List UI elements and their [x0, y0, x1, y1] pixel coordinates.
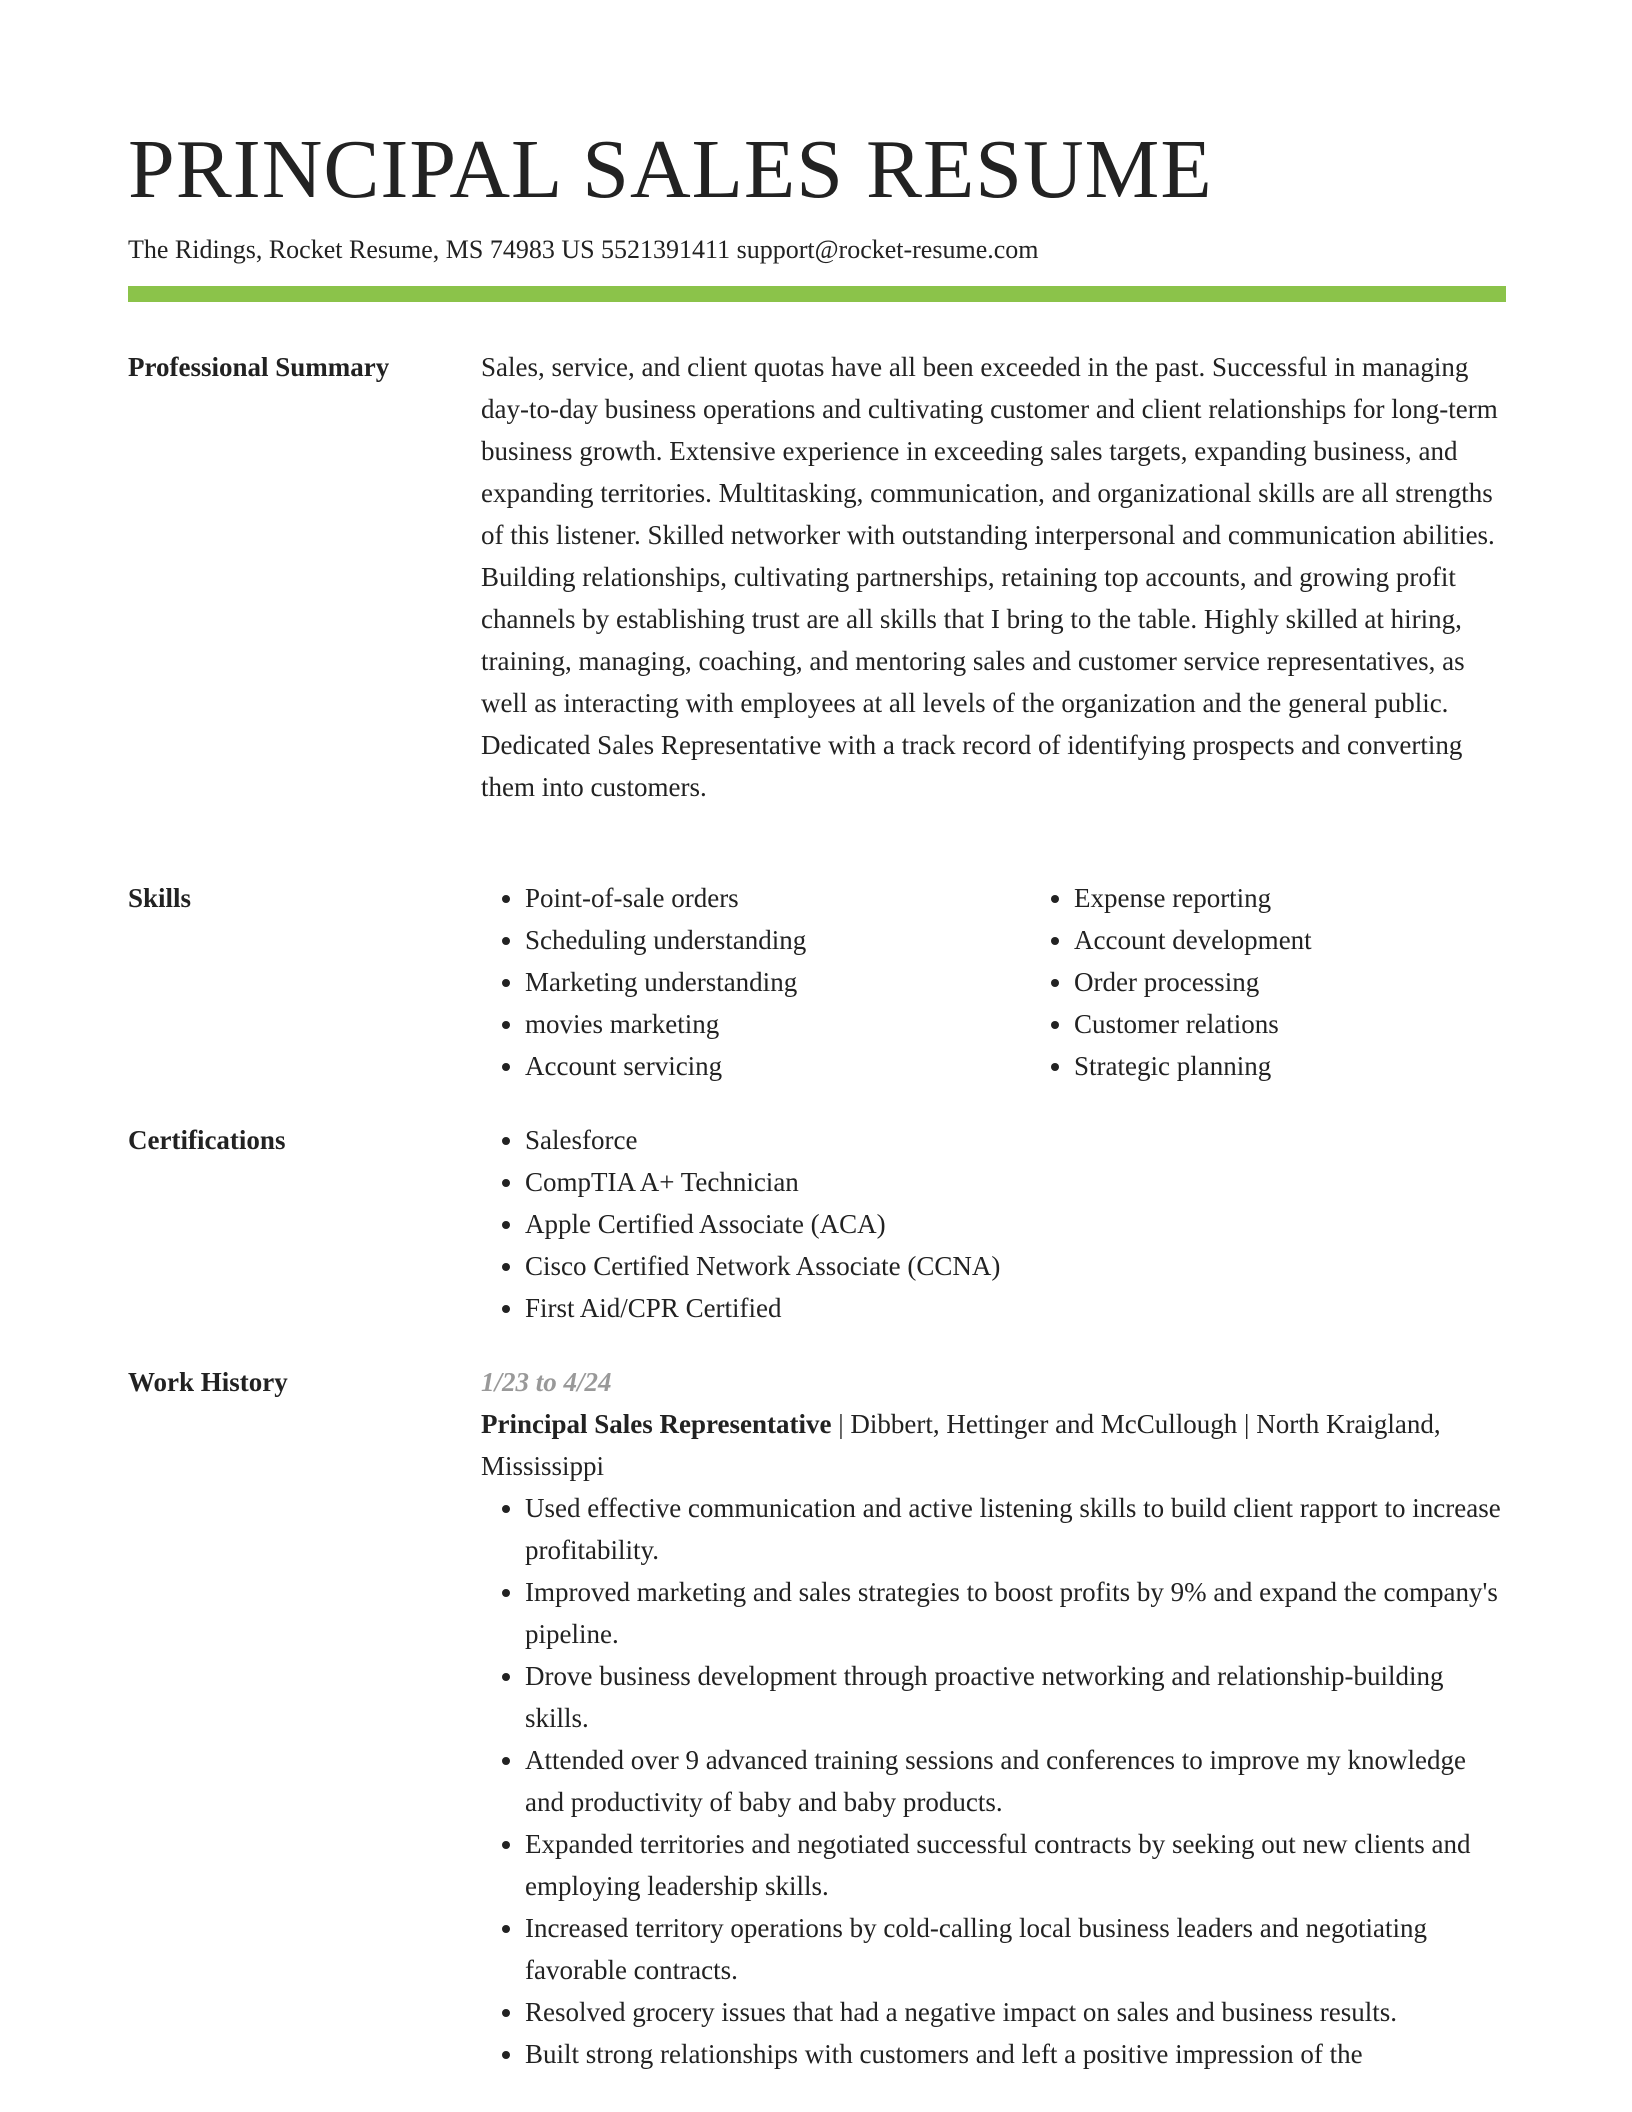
skill-item: • Scheduling understanding	[525, 919, 1030, 961]
work-history-body	[481, 1361, 1506, 2075]
certification-item: • First Aid/CPR Certified	[525, 1287, 1506, 1329]
skill-item: • Strategic planning	[1074, 1045, 1579, 1087]
job-bullet: • Increased territory operations by cold-calling local business leaders and negotiating favorable contracts.	[525, 1907, 1506, 1991]
certifications-body	[481, 1119, 1506, 1329]
job-title: Principal Sales Representative	[481, 1409, 832, 1439]
job-bullet: • Expanded territories and negotiated successful contracts by seeking out new clients and employing leadership skills.	[525, 1823, 1506, 1907]
job-dates: 1/23 to 4/24	[481, 1367, 612, 1397]
skill-item: • Marketing understanding	[525, 961, 1030, 1003]
section-label-skills: Skills	[128, 883, 192, 913]
certification-item: • Cisco Certified Network Associate (CCNA)	[525, 1245, 1506, 1287]
job-company-location: | Dibbert, Hettinger and McCullough | North Kraigland, Mississippi	[481, 1409, 1441, 1481]
skill-item: • Expense reporting	[1074, 877, 1579, 919]
job-bullet: • Built strong relationships with customers and left a positive impression of the	[525, 2033, 1506, 2075]
certification-item: • Apple Certified Associate (ACA)	[525, 1203, 1506, 1245]
job-bullet: • Drove business development through proactive networking and relationship-building skills.	[525, 1655, 1506, 1739]
skill-item: • Point-of-sale orders	[525, 877, 1030, 919]
certification-item: • CompTIA A+ Technician	[525, 1161, 1506, 1203]
skill-item: • Order processing	[1074, 961, 1579, 1003]
resume-title: PRINCIPAL SALES RESUME	[128, 123, 1213, 216]
job-bullet: • Resolved grocery issues that had a negative impact on sales and business results.	[525, 1991, 1506, 2033]
skill-item: • Account development	[1074, 919, 1579, 961]
skill-item: • movies marketing	[525, 1003, 1030, 1045]
job-heading	[481, 1403, 1506, 1487]
contact-line: The Ridings, Rocket Resume, MS 74983 US 5521391411 support@rocket-resume.com	[128, 235, 1039, 264]
skills-body	[481, 877, 1506, 1087]
skills-list-right	[1030, 877, 1579, 1087]
summary-text: Sales, service, and client quotas have all been exceeded in the past. Successful in managing day-to-day business operations and cultivating customer and client relationships for long-term business growth. Extensive experience in exceeding sales targets, expanding business, and expanding territories. Multitasking, communication, and organizational skills are all strengths of this listener. Skilled networker with outstanding interpersonal and communication abilities. Building relationships, cultivating partnerships, retaining top accounts, and growing profit channels by establishing trust are all skills that I bring to the table. Highly skilled at hiring, training, managing, coaching, and mentoring sales and customer service representatives, as well as interacting with employees at all levels of the organization and the general public. Dedicated Sales Representative with a track record of identifying prospects and converting them into customers.	[481, 352, 1498, 802]
summary-body	[481, 346, 1506, 808]
job-bullet: • Attended over 9 advanced training sessions and conferences to improve my knowledge and productivity of baby and baby products.	[525, 1739, 1506, 1823]
certifications-list	[481, 1119, 1506, 1329]
skill-item: • Customer relations	[1074, 1003, 1579, 1045]
section-label-certifications: Certifications	[128, 1125, 286, 1155]
skills-columns	[481, 877, 1506, 1087]
section-label-work-history: Work History	[128, 1367, 288, 1397]
job-bullet: • Used effective communication and active listening skills to build client rapport to increase profitability.	[525, 1487, 1506, 1571]
skills-list-left	[481, 877, 1030, 1087]
job-bullet: • Improved marketing and sales strategies to boost profits by 9% and expand the company's pipeline.	[525, 1571, 1506, 1655]
section-label-professional-summary: Professional Summary	[128, 352, 390, 382]
certification-item: • Salesforce	[525, 1119, 1506, 1161]
header-divider	[128, 286, 1506, 302]
skill-item: • Account servicing	[525, 1045, 1030, 1087]
job-entry	[481, 1361, 1506, 2075]
job-bullet-list	[481, 1487, 1506, 2075]
